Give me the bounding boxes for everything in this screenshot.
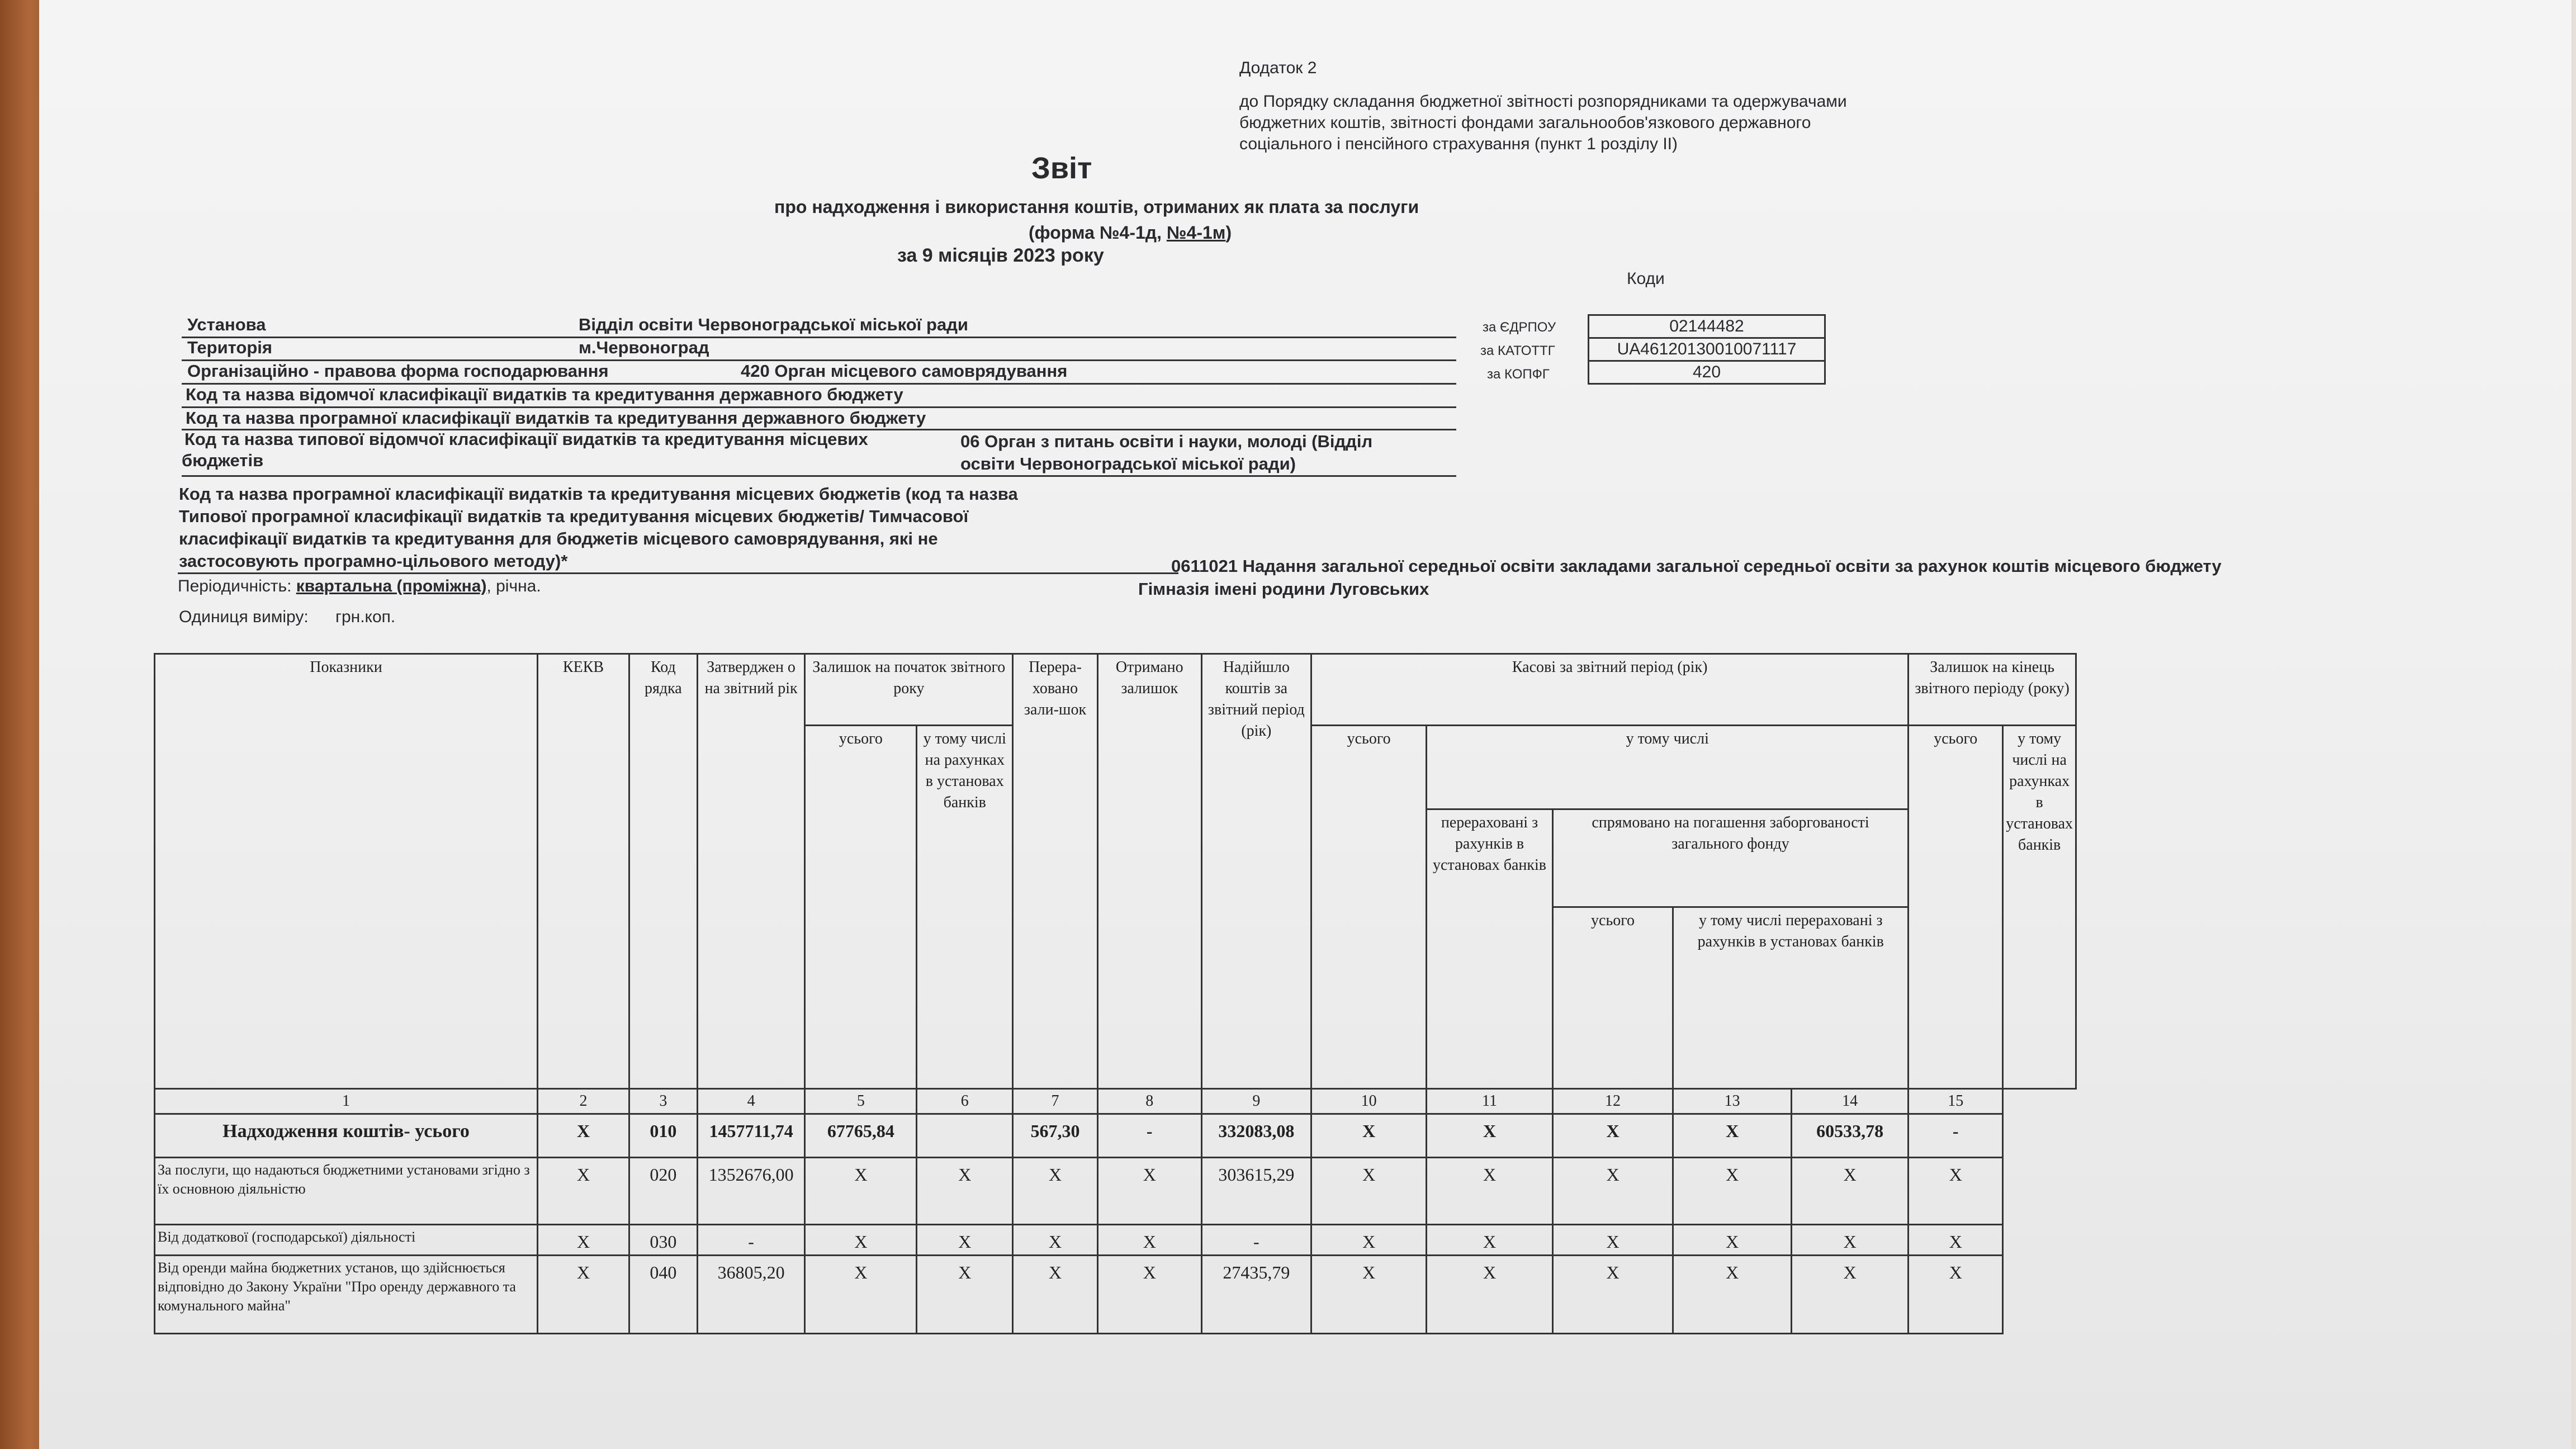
institution-value: Відділ освіти Червоноградської міської ради [579, 315, 968, 334]
header-indicators: Показники [155, 654, 538, 1089]
appendix-title: Додаток 2 [1239, 59, 1317, 77]
typical-classification-label-2: бюджетів [182, 451, 264, 470]
column-number: 5 [805, 1089, 917, 1114]
header-cash-incl: у тому числі [1427, 726, 1909, 809]
column-number: 13 [1673, 1089, 1792, 1114]
header-received: Отримано залишок [1097, 654, 1201, 1089]
report-form: (форма №4-1д, №4-1м) [1029, 222, 1232, 243]
table-cell: X [1909, 1256, 2003, 1334]
column-number: 10 [1311, 1089, 1427, 1114]
row-label: Від додаткової (господарської) діяльності [155, 1225, 538, 1256]
typical-classification-label-1: Код та назва типової відомчої класифікації видатків та кредитування місцевих [184, 429, 868, 449]
table-cell: X [1792, 1225, 1909, 1256]
prog-classification-label: Код та назва програмної класифікації видатків та кредитування державного бюджету [186, 408, 926, 428]
header-cash-total: усього [1311, 726, 1427, 1089]
table-cell: 60533,78 [1792, 1114, 1909, 1158]
header-arrived: Надійшло коштів за звітний період (рік) [1201, 654, 1311, 1089]
row-label: Від оренди майна бюджетних установ, що здійснюється відповідно до Закону України "Про оренду державного та комунального майна" [155, 1256, 538, 1334]
header-balance-start: Залишок на початок звітного року [805, 654, 1013, 726]
table-cell: X [1311, 1158, 1427, 1225]
table-cell: - [1097, 1114, 1201, 1158]
table-cell: X [1792, 1158, 1909, 1225]
table-cell: X [537, 1114, 629, 1158]
report-table [154, 653, 2077, 1334]
territory-label: Територія [187, 338, 272, 357]
table-cell: X [537, 1256, 629, 1334]
territory-value: м.Червоноград [579, 338, 709, 357]
header-debt: спрямовано на погашення заборгованості загального фонду [1552, 809, 1908, 907]
table-cell: 1352676,00 [697, 1158, 805, 1225]
header-end-incl-banks: у тому числі на рахунках в установах банків [2003, 726, 2076, 1089]
table-cell: - [1909, 1114, 2003, 1158]
row-label: Надходження коштів- усього [155, 1114, 538, 1158]
table-cell: X [1013, 1256, 1098, 1334]
column-number: 12 [1552, 1089, 1673, 1114]
dept-classification-label: Код та назва відомчої класифікації видатків та кредитування державного бюджету [186, 385, 903, 404]
header-kekv: КЕКВ [537, 654, 629, 1089]
column-number: 3 [629, 1089, 698, 1114]
typical-classification-value-2: освіти Червоноградської міської ради) [960, 454, 1296, 473]
header-transferred: Перера-ховано зали-шок [1013, 654, 1098, 1089]
column-number: 7 [1013, 1089, 1098, 1114]
header-row-code: Код рядка [629, 654, 698, 1089]
table-cell: X [917, 1158, 1013, 1225]
table-cell: 030 [629, 1225, 698, 1256]
table-cell: - [1201, 1225, 1311, 1256]
unit-label: Одиниця виміру: [179, 608, 309, 626]
table-cell: 1457711,74 [697, 1114, 805, 1158]
table-cell: X [1311, 1114, 1427, 1158]
table-cell: X [917, 1225, 1013, 1256]
rule [182, 475, 1456, 477]
table-cell: X [1427, 1158, 1553, 1225]
table-cell: X [1427, 1225, 1553, 1256]
header-end-total: усього [1909, 726, 2003, 1089]
codes-header: Коди [1627, 269, 1665, 288]
column-number: 6 [917, 1089, 1013, 1114]
table-row [155, 1225, 2076, 1256]
local-prog-label-2: Типової програмної класифікації видатків та кредитування місцевих бюджетів/ Тимчасової [179, 506, 969, 526]
table-cell: X [537, 1158, 629, 1225]
table-cell [917, 1114, 1013, 1158]
orgform-value: 420 Орган місцевого самоврядування [741, 361, 1068, 381]
rule [182, 337, 1456, 338]
table-cell: X [1311, 1256, 1427, 1334]
rule [178, 572, 1178, 574]
kopfg-label: за КОПФГ [1487, 367, 1550, 382]
header-approved: Затверджен о на звітний рік [697, 654, 805, 1089]
table-cell: X [1909, 1158, 2003, 1225]
table-cell: X [1909, 1225, 2003, 1256]
report-period: за 9 місяців 2023 року [897, 245, 1104, 266]
column-number: 1 [155, 1089, 538, 1114]
table-cell: X [1673, 1225, 1792, 1256]
table-cell: 567,30 [1013, 1114, 1098, 1158]
school-name: Гімназія імені родини Луговських [1138, 579, 1429, 599]
table-cell: X [1097, 1256, 1201, 1334]
table-cell: X [1097, 1158, 1201, 1225]
local-prog-label-4: застосовують програмно-цільового методу)* [179, 551, 568, 571]
row-label: За послуги, що надаються бюджетними установами згідно з їх основною діяльністю [155, 1158, 538, 1225]
table-cell: X [805, 1256, 917, 1334]
table-cell: X [1552, 1158, 1673, 1225]
table-row [155, 1158, 2076, 1225]
column-number: 14 [1792, 1089, 1909, 1114]
header-start-total: усього [805, 726, 917, 1089]
column-number: 15 [1909, 1089, 2003, 1114]
table-cell: 303615,29 [1201, 1158, 1311, 1225]
table-cell: - [697, 1225, 805, 1256]
report-subtitle: про надходження і використання коштів, отриманих як плата за послуги [774, 197, 1419, 217]
table-cell: X [537, 1225, 629, 1256]
report-title: Звіт [1031, 151, 1092, 185]
header-balance-end: Залишок на кінець звітного періоду (року) [1909, 654, 2076, 726]
column-number: 8 [1097, 1089, 1201, 1114]
table-row [155, 1256, 2076, 1334]
header-cash: Касові за звітний період (рік) [1311, 654, 1909, 726]
header-transferred-from: перераховані з рахунків в установах банків [1427, 809, 1553, 1089]
table-cell: X [1427, 1114, 1553, 1158]
table-row [155, 1114, 2076, 1158]
typical-classification-value-1: 06 Орган з питань освіти і науки, молоді (Відділ [960, 432, 1373, 451]
appendix-line-1: до Порядку складання бюджетної звітності розпорядниками та одержувачами [1239, 92, 1847, 111]
unit-value: грн.коп. [335, 608, 396, 626]
orgform-label: Організаційно - правова форма господарювання [187, 361, 609, 381]
column-number: 11 [1427, 1089, 1553, 1114]
table-cell: 67765,84 [805, 1114, 917, 1158]
table-cell: X [1552, 1114, 1673, 1158]
table-cell: X [805, 1158, 917, 1225]
column-number: 9 [1201, 1089, 1311, 1114]
table-cell: X [1013, 1225, 1098, 1256]
katottg-label: за КАТОТТГ [1480, 343, 1555, 358]
appendix-line-2: бюджетних коштів, звітності фондами загальнообов'язкового державного [1239, 113, 1811, 132]
column-number: 2 [537, 1089, 629, 1114]
header-debt-total: усього [1552, 907, 1673, 1089]
table-cell: 27435,79 [1201, 1256, 1311, 1334]
katottg-code: UA46120130010071117 [1588, 337, 1826, 362]
periodicity: Періодичність: квартальна (проміжна), річна. [178, 577, 541, 595]
table-cell: X [917, 1256, 1013, 1334]
table-cell: X [1673, 1256, 1792, 1334]
table-cell: X [1552, 1225, 1673, 1256]
table-cell: X [1673, 1114, 1792, 1158]
local-prog-label-3: класифікації видатків та кредитування для бюджетів місцевого самоврядування, які не [179, 529, 938, 548]
local-prog-value: 0611021 Надання загальної середньої освіти закладами загальної середньої освіти за рахунок коштів місцевого бюджету [1171, 556, 2222, 576]
table-cell: X [1311, 1225, 1427, 1256]
kopfg-code: 420 [1588, 360, 1826, 385]
document-sheet [39, 0, 2572, 1449]
table-cell: X [1673, 1158, 1792, 1225]
table-cell: X [805, 1225, 917, 1256]
institution-label: Установа [187, 315, 266, 334]
table-cell: X [1427, 1256, 1553, 1334]
column-number: 4 [697, 1089, 805, 1114]
table-cell: 36805,20 [697, 1256, 805, 1334]
table-cell: X [1097, 1225, 1201, 1256]
local-prog-label-1: Код та назва програмної класифікації видатків та кредитування місцевих бюджетів (код та назва [179, 484, 1018, 504]
table-cell: 332083,08 [1201, 1114, 1311, 1158]
edrpou-code: 02144482 [1588, 314, 1826, 339]
table-cell: 020 [629, 1158, 698, 1225]
table-cell: X [1552, 1256, 1673, 1334]
table-cell: X [1013, 1158, 1098, 1225]
edrpou-label: за ЄДРПОУ [1483, 320, 1556, 335]
appendix-line-3: соціального і пенсійного страхування (пункт 1 розділу ІІ) [1239, 135, 1678, 153]
table-cell: 040 [629, 1256, 698, 1334]
header-debt-incl-transferred: у тому числі перераховані з рахунків в установах банків [1673, 907, 1909, 1089]
header-start-incl-banks: у тому числі на рахунках в установах банків [917, 726, 1013, 1089]
table-cell: 010 [629, 1114, 698, 1158]
table-cell: X [1792, 1256, 1909, 1334]
